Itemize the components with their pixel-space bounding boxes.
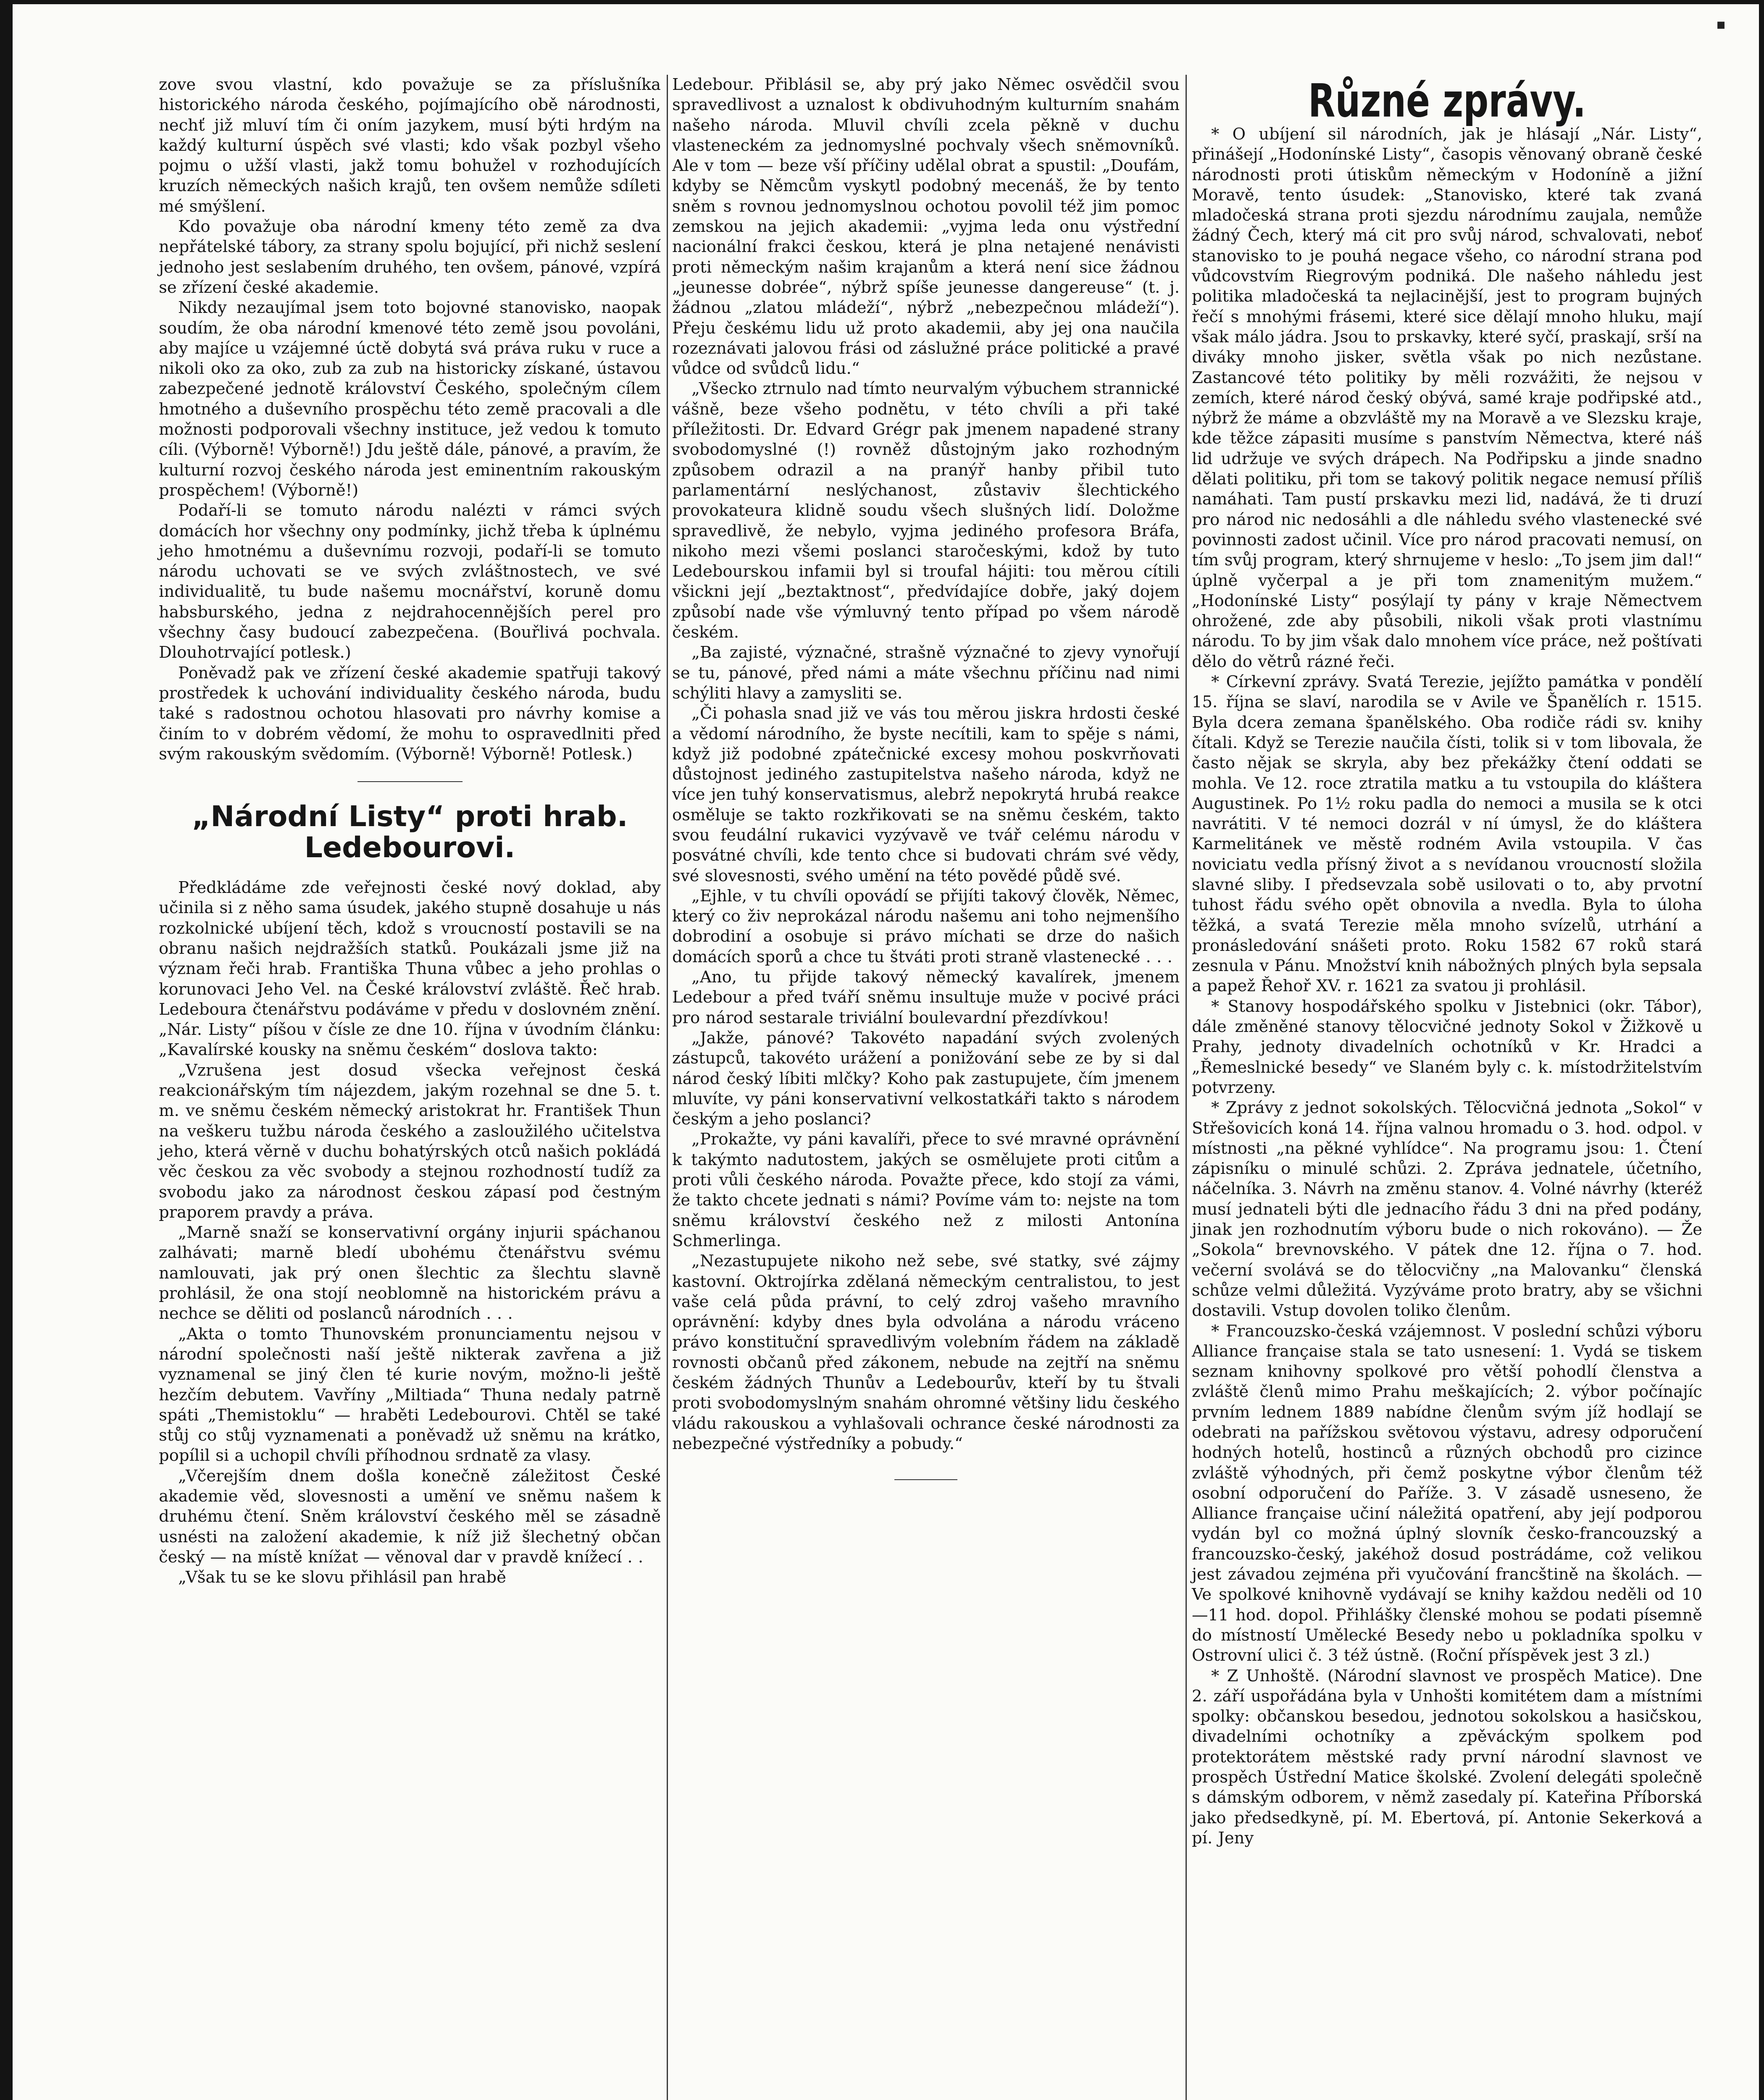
news-item: * Církevní zprávy. Svatá Terezie, jejížto památka v pondělí 15. října se slaví, narodila se v Avile ve Španělích r. 1515. Byla dcera zemana španělského. Oba rodiče rádi sv. knihy čítali. Když se Terezie naučila čísti, tolik si v tom libovala, že často nějak se skryla, aby bez překážky čtení oddati se mohla. Ve 12. roce ztratila matku a tu vstoupila do kláštera Augustinek. Po 1½ roku padla do nemoci a musila se k otci navrátiti. V té nemoci dozrál v ní úmysl, že do kláštera Karmelitánek ve městě rodném Avila vstoupila. V čas noviciatu vedla přísný život a s nevídanou vroucností složila slavné sliby. I předsevzala sobě usilovati o to, aby prvotní tuhost řádu svého opět obnovila a nvedla. Byla to úloha těžká, a svatá Terezie měla mnoho svízelů, utrhání a pronásledování snášeti proto. Roku 1582 67 roků stará zesnula v Pánu. Množství knih nábožných plných byla sepsala a papež Řehoř XV. r. 1621 za svatou ji prohlásil. [1192, 672, 1702, 996]
column-1-paragraph: zove svou vlastní, kdo považuje se za příslušníka historického národa českého, pojímajícího obě národnosti, nechť již mluví tím či oním jazykem, musí býti hrdým na každý kulturní úspěch své vlasti; kdo však pozbyl všeho pojmu o užší vlasti, jakž tomu bohužel v rozhodujících kruzích německých našich krajů, ten ovšem nemůže sdíleti mé smýšlení. [159, 75, 661, 216]
column-2-paragraph: „Nezastupujete nikoho než sebe, své statky, své zájmy kastovní. Oktrojírka zdělaná německým centralistou, to jest vaše celá půda právní, to celý zdroj vašeho mravního oprávnění: kdyby dnes byla odvolána a národu vráceno právo konstituční spravedlivým volebním řádem na základě rovnosti občanů před zákonem, nebude na zejtří na sněmu českém žádných Thunův a Ledebourův, kteří by tu štvali proti svobodomyslným snahám ohromné většiny lidu českého vládu rakouskou a vyhlašovali ochrance české národnosti za nebezpečné výstředníky a pobudy.“ [672, 1252, 1180, 1453]
article-quote-paragraph: „Marně snaží se konservativní orgány injurii spáchanou zalhávati; marně bledí ubohému čtenářstvu svému namlouvati, jak prý onen šlechtic za šlechtu slavně prohlásil, že ona stojí neoblomně na historickém právu a nechce se děliti od poslanců národních . . . [159, 1223, 661, 1323]
article-quote-paragraph: „Vzrušena jest dosud všecka veřejnost česká reakcionářským tím nájezdem, jakým rozehnal se dne 5. t. m. ve sněmu českém německý aristokrat hr. František Thun na veškeru tužbu národa českého a zasloužilého učitelstva jeho, která věrně v duchu bohatýrských otců našich pokládá věc českou za věc svobody a stejnou rozhodností tudíž za svobodu jako za národnost českou zápasí pod čestným praporem pravdy a práva. [159, 1060, 661, 1222]
news-item: * Stanovy hospodářského spolku v Jistebnici (okr. Tábor), dále změněné stanovy tělocvičné jednoty Sokol v Žižkově u Prahy, jednoty divadelních ochotníků v Kr. Hradci a „Řemeslnické besedy“ ve Slaném byly c. k. místodržitelstvím potvrzeny. [1192, 997, 1702, 1097]
column-1-paragraph: Poněvadž pak ve zřízení české akademie spatřuji takový prostředek k uchování individuality českého národa, budu také s radostnou ochotou hlasovati pro návrhy komise a činím to v dobrém vědomí, že mohu to ospravedlniti před svým rakouským svědomím. (Výborně! Výborně! Potlesk.) [159, 663, 661, 764]
news-item: * Zprávy z jednot sokolských. Tělocvičná jednota „Sokol“ v Střešovicích koná 14. října valnou hromadu o 3. hod. odpol. v místnosti „na pěkné vyhlídce“. Na programu jsou: 1. Čtení zápisníku o minulé schůzi. 2. Zpráva jednatele, účetního, náčelníka. 3. Návrh na změnu stanov. 4. Volné návrhy (kteréž musí jednateli býti dle jednacího řádu 3 dni na před podány, jinak jen rozhodnutím výboru bude o nich rokováno). — Že „Sokola“ brevnovského. V pátek dne 12. října o 7. hod. večerní svolává se do tělocvičny „na Malovanku“ členská schůze velmi důležitá. Vyzýváme proto bratry, aby se všichni dostavili. Vstup dovolen toliko členům. [1192, 1098, 1702, 1320]
column-2-paragraph: „Ejhle, v tu chvíli opovádí se přijíti takový člověk, Němec, který co živ neprokázal národu našemu ani toho nejmenšího dobrodiní a osobuje si právo míchati se drze do našich domácích sporů a chce tu štváti proti straně vlastenecké . . . [672, 886, 1180, 966]
news-item: * Francouzsko-česká vzájemnost. V poslední schůzi výboru Alliance française stala se tato usnesení: 1. Vydá se tiskem seznam knihovny spolkové pro větší pohodlí členstva a zvláště členů mimo Prahu meškajících; 2. výbor počínajíc prvním lednem 1889 nabídne členům svým jíž hodlají se odebrati na pařížskou světovou výstavu, adresy odporučení hodných hotelů, hostinců a různých obchodů pro cizince zvláště výhodných, při čemž poskytne výbor členům též osobní odporučení do Paříže. 3. V zásadě usneseno, že Alliance française učiní náležitá opatření, aby její podporou vydán byl co možná úplný slovník česko-francouzský a francouzsko-český, jakéhož dosud postrádáme, což velikou jest závadou zejména při vyučování francštině na školách. — Ve spolkové knihovně vydávají se knihy každou neděli od 10—11 hod. dopol. Přihlášky členské mohou se podati písemně do místností Umělecké Besedy nebo u pokladníka spolku v Ostrovní ulici č. 3 též ústně. (Roční příspěvek jest 3 zl.) [1192, 1321, 1702, 1665]
column-2-paragraph: Ledebour. Přiblásil se, aby prý jako Němec osvědčil svou spravedlivost a uznalost k obdivuhodným kulturním snahám našeho národa. Mluvil chvíli zcela pěkně v duchu vlasteneckém za jednomyslné pochvaly všech sněmovníků. Ale v tom — beze vší příčiny udělal obrat a spustil: „Doufám, kdyby se Němcům vyskytl podobný mecenáš, že by tento sněm s rovnou jednomyslnou ochotou povolil též jim pomoc zemskou na jejich akademii: „vyjma leda onu výstřední nacionální frakci českou, která je plna netajené nenávisti proti německým našim krajanům a která není sice žádnou „jeunesse dobrée“, nýbrž spíše jeunesse dangereuse“ (t. j. žádnou „zlatou mládeží“, nýbrž „nebezpečnou mládeží“). Přeju českému lidu už proto akademii, aby jej ona naučila rozeznávati jalovou frási od záslužné práce politické a pravé vůdce od svůdců lidu.“ [672, 75, 1180, 378]
column-1-paragraph: Podaří-li se tomuto národu nalézti v rámci svých domácích hor všechny ony podmínky, jichž třeba k úplnému jeho hmotnému a duševnímu rozvoji, podaří-li se tomuto národu uchovati se ve svých zvláštnostech, ve své individualitě, tu bude našemu mocnářství, koruně domu habsburského, jedna z nejdrahocennějších perel pro všechny časy budoucí zabezpečena. (Bouřlivá pochvala. Dlouhotrvající potlesk.) [159, 501, 661, 662]
column-2-paragraph: „Ba zajisté, význačné, strašně význačné to zjevy vynořují se tu, pánové, před námi a máte všechnu příčinu nad nimi schýliti hlavy a zamysliti se. [672, 643, 1180, 703]
article-quote-paragraph: „Však tu se ke slovu přihlásil pan hrabě [178, 1568, 506, 1587]
column-3 [1192, 75, 1702, 1848]
scan-border-top [0, 0, 1764, 4]
column-2 [672, 75, 1180, 1505]
article-end-separator [894, 1479, 957, 1480]
column-1 [159, 75, 661, 1588]
column-2-paragraph: „Ano, tu přijde takový německý kavalírek, jmenem Ledebour a před tváří sněmu insultuje muže v pocivé práci pro národ sestarale triviální boulevardní přezdívkou! [672, 968, 1180, 1027]
column-2-paragraph: „Či pohasla snad již ve vás tou měrou jiskra hrdosti české a vědomí národního, že byste necítili, kam to spěje s námi, když již podobné zpátečnické excesy mohou poskvrňovati důstojnost jediného zastupitelstva našeho národa, když ne více jen tuhý konservatismus, alebrž nepokrytá hrubá reakce osměluje se takto rozkřikovati se na sněmu českém, takto svou feudální rukavici vyzývavě ve tvář celému národu v posvátné chvíli, kde tento chce si budovati chrám své vědy, své slovesnosti, svého umění na této povědé půdě své. [672, 704, 1180, 885]
news-item: * O ubíjení sil národních, jak je hlásají „Nár. Listy“, přinášejí „Hodonínské Listy“, časopis věnovaný obraně české národnosti proti útiskům německým v Hodoníně a jižní Moravě, tento úsudek: „Stanovisko, které tak zvaná mladočeská strana proti sjezdu národnímu zaujala, nemůže žádný Čech, který má cit pro svůj národ, schvalovati, neboť stanovisko to je pouhá negace všeho, co národní strana pod vůdcovstvím Riegrovým podniká. Dle našeho náhledu jest politika mladočeská ta nejlacinější, jest to program bujných řečí s mnohými frásemi, které sice dělají mnoho hluku, mají však málo jádra. Jsou to prskavky, které syčí, praskají, srší na diváky mnoho jisker, světla však po nich nezůstane. Zastancové této politiky by měli rozvážiti, že nejsou v zemích, které národ český obývá, samé kraje podřipské atd., nýbrž že máme a obzvláště my na Moravě a ve Slezsku kraje, kde těžce zápasiti musíme s panstvím Němectva, které náš lid udržuje ve svých drápech. Na Podřipsku a jinde snadno dělati politiku, při tom se takový politik negace nemusí příliš namáhati. Tam pustí prskavku mezi lid, nadává, že ti druzí pro národ nic nedosáhli a dle náhledu svého vlastenecké své povinnosti zadost učinil. Více pro národ pracovati nemusí, on tím svůj program, který shrnujeme v heslo: „To jsem jim dal!“ úplně vyčerpal a je při tom znamenitým mužem.“ „Hodonínské Listy“ posýlají ty pány v kraje Němectvem ohrožené, zde aby působili, nikoli však proti vlastnímu národu. To by jim však dalo mnohem více práce, než poštívati dělo do větrů rázné řeči. [1192, 125, 1702, 671]
article-quote-paragraph: „Akta o tomto Thunovském pronunciamentu nejsou v národní společnosti naší ještě nikterak zavřena a již vyznamenal se jiný člen té kurie novým, možno-li ještě hezčím debutem. Vavříny „Miltiada“ Thuna nedaly patrně spáti „Themistoklu“ — hraběti Ledebourovi. Chtěl se také stůj co stůj vyznamenati a poněvadž už sněmu na krátko, popílil si a uchopil chvíli příhodnou srdnatě za vlasy. [159, 1324, 661, 1465]
scan-border-right [1759, 0, 1764, 2100]
column-rule-2 [1186, 75, 1187, 2100]
column-2-paragraph: „Jakže, pánové? Takovéto napadání svých zvolených zástupců, takovéto urážení a ponižování sebe ze by si dal národ český líbiti mlčky? Koho pak zastupujete, čím jmenem mluvíte, vy páni konservativní velkostatkáři takto s národem českým a jeho poslanci? [672, 1028, 1180, 1129]
news-item: * Z Unhoště. (Národní slavnost ve prospěch Matice). Dne 2. září uspořádána byla v Unhošti komitétem dam a místními spolky: občanskou besedou, jednotou sokolskou a hasičskou, divadelními ochotníky a zpěváckým spolkem pod protektorátem městské rady první národní slavnost ve prospěch Ústřední Matice školské. Zvolení delegáti společně s dámským odborem, v němž zasedaly pí. Kateřina Příborská jako předsedkyně, pí. M. Ebertová, pí. Antonie Sekerková a pí. Jeny [1192, 1666, 1702, 1848]
column-2-paragraph: „Všecko ztrnulo nad tímto neurvalým výbuchem strannické vášně, beze všeho podnětu, v této chvíli a při také příležitosti. Dr. Edvard Grégr pak jmenem napadené strany svobodomyslné (!) rovněž důstojným jako rozhodným způsobem odrazil a na pranýř hanby přibil tuto parlamentární neslýchanost, zůstaviv šlechtického provokateura klidně soudu všech slušných lidí. Doložme spravedlivě, že nebylo, vyjma jediného profesora Bráfa, nikoho mezi všemi poslanci staročeskými, kdož by tuto Ledebourskou infamii byl si troufal hájiti: tou měrou cítili všickni její „beztaktnost“, předvídajíce dobře, jaký dojem způsobí nade vše výmluvný tento případ po všem národě českém. [672, 379, 1180, 642]
article-quote-paragraph: „Včerejším dnem došla konečně záležitost České akademie věd, slovesnosti a umění ve sněmu našem k druhému čtení. Sněm království českého měl se zásadně usnésti na založení akademie, k níž již šlechetný občan český — na místě knížat — věnoval dar v pravdě knížecí . . [159, 1466, 661, 1567]
page-corner-mark: ▪ [1716, 16, 1726, 33]
column-rule-1 [667, 75, 668, 2100]
article-heading: „Národní Listy“ proti hrab. Ledebourovi. [192, 800, 628, 865]
section-masthead: Různé zprávy. [1308, 74, 1586, 128]
column-1-paragraph: Nikdy nezaujímal jsem toto bojovné stanovisko, naopak soudím, že oba národní kmenové této země jsou povoláni, aby majíce u vzájemné úctě dobytá svá práva ruku v ruce a nikoli oko za oko, zub za zub na historicky získané, ústavou zabezpečené jednotě království Českého, společným cílem hmotného a duševního prospěchu této země pracovali a dle možnosti podporovali všechny instituce, jež vedou k tomuto cíli. (Výborně! Výborně!) Jdu ještě dále, pánové, a pravím, že kulturní rozvoj českého národa jest eminentním rakouským prospěchem! (Výborně!) [159, 298, 661, 500]
article-separator [358, 781, 463, 782]
column-1-paragraph: Kdo považuje oba národní kmeny této země za dva nepřátelské tábory, za strany spolu bojující, při nichž seslení jednoho jest seslabením druhého, ten ovšem, pánové, vzpírá se zřízení české akademie. [159, 217, 661, 297]
column-2-paragraph: „Prokažte, vy páni kavalíři, přece to své mravné oprávnění k takýmto nadutostem, jakých se osmělujete proti citům a proti vůli českého národa. Považte přece, kdo stojí za vámi, že takto chcete jednati s námi? Povíme vám to: nejste na tom sněmu království českého než z milosti Antonína Schmerlinga. [672, 1130, 1180, 1250]
scan-border-left [0, 0, 13, 2100]
article-paragraph: Předkládáme zde veřejnosti české nový doklad, aby učinila si z něho sama úsudek, jakého stupně dosahuje u nás rozkolnické ubíjení těch, kdož s vroucností postavili se na obranu našich nejdražších statků. Poukázali jsme již na význam řeči hrab. Františka Thuna vůbec a jeho prohlas o korunovaci Jeho Vel. na České království zvláště. Řeč hrab. Ledeboura čtenářstvu podáváme v předu v doslovném znění. „Nár. Listy“ píšou v čísle ze dne 10. října v úvodním článku: „Kavalírské kousky na sněmu českém“ doslova takto: [159, 878, 661, 1060]
